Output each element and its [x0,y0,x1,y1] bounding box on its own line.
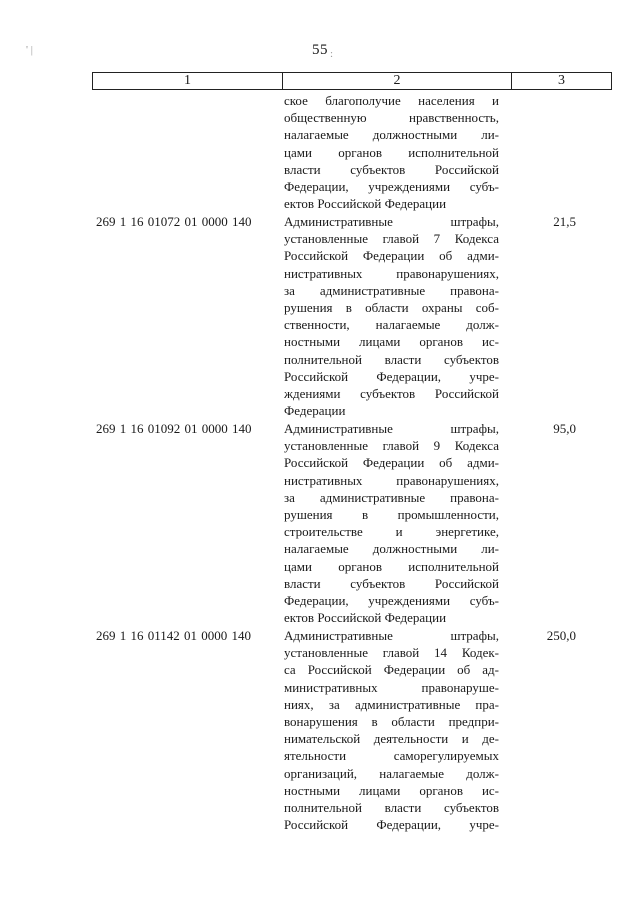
classification-code: 269 1 16 01072 01 0000 140 [96,214,252,229]
text-line: ностными лицами органов ис- [284,334,499,350]
text-line: организаций, налагаемые долж- [284,765,499,781]
text-line: Административные штрафы, [284,421,499,436]
text-line: министративных правонаруше- [284,679,499,695]
text-line: нистративных правонарушениях, [284,265,499,281]
text-line: вонарушения в области предпри- [284,714,499,730]
table-header [92,72,612,90]
amount-value: 250,0 [546,628,576,643]
text-line: власти субъектов Российской [284,575,499,591]
scan-speck: ' | [26,44,33,56]
amount-value: 95,0 [553,421,576,436]
text-line: за административные правона- [284,282,499,298]
text-line: ектов Российской Федерации [284,610,447,626]
text-line: ждениями субъектов Российской [284,386,499,402]
table-header-col-2: 2 [283,73,512,89]
text-line: за административные правона- [284,489,499,505]
text-line: Федерации, учреждениями субъ- [284,593,499,609]
row-description [284,627,499,833]
text-line: ское благополучие населения и [284,93,499,108]
text-line: установленные главой 7 Кодекса [284,231,499,247]
scan-speck: : [330,48,334,60]
table-header-col-3: 3 [558,73,565,88]
text-line: Российской Федерации об адми- [284,455,499,471]
text-line: налагаемые должностными ли- [284,541,499,557]
text-line: цами органов исполнительной [284,144,499,160]
text-line: нистративных правонарушениях, [284,472,499,488]
text-line: Российской Федерации, учре- [284,368,499,384]
text-line: ниях, за административные пра- [284,696,499,712]
text-line: налагаемые должностными ли- [284,127,499,143]
text-line: нимательской деятельности и де- [284,731,499,747]
amount-value: 21,5 [553,214,576,229]
page-number: 55 [312,42,328,58]
row-description [284,213,499,419]
text-line: строительстве и энергетике, [284,524,499,540]
text-line: Административные штрафы, [284,214,499,229]
text-line: общественную нравственность, [284,110,499,126]
text-line: ектов Российской Федерации [284,196,447,212]
classification-code: 269 1 16 01092 01 0000 140 [96,421,252,436]
classification-code: 269 1 16 01142 01 0000 140 [96,628,252,643]
text-line: ностными лицами органов ис- [284,782,499,798]
text-line: ятельности саморегулируемых [284,748,499,764]
text-line: Федерации [284,403,346,419]
table-header-col-1: 1 [93,73,283,89]
text-line: власти субъектов Российской [284,161,499,177]
text-line: ственности, налагаемые долж- [284,317,499,333]
text-line: Российской Федерации, учре- [284,817,499,833]
text-line: Административные штрафы, [284,628,499,643]
row-description [284,420,499,626]
text-line: рушения в промышленности, [284,507,499,523]
text-line: са Российской Федерации об ад- [284,662,499,678]
text-line: рушения в области охраны соб- [284,300,499,316]
text-line: полнительной власти субъектов [284,351,499,367]
text-line: установленные главой 9 Кодекса [284,438,499,454]
text-line: установленные главой 14 Кодек- [284,645,499,661]
text-line: Российской Федерации об адми- [284,248,499,264]
text-line: полнительной власти субъектов [284,800,499,816]
text-line: цами органов исполнительной [284,558,499,574]
continued-description [284,92,499,212]
text-line: Федерации, учреждениями субъ- [284,179,499,195]
